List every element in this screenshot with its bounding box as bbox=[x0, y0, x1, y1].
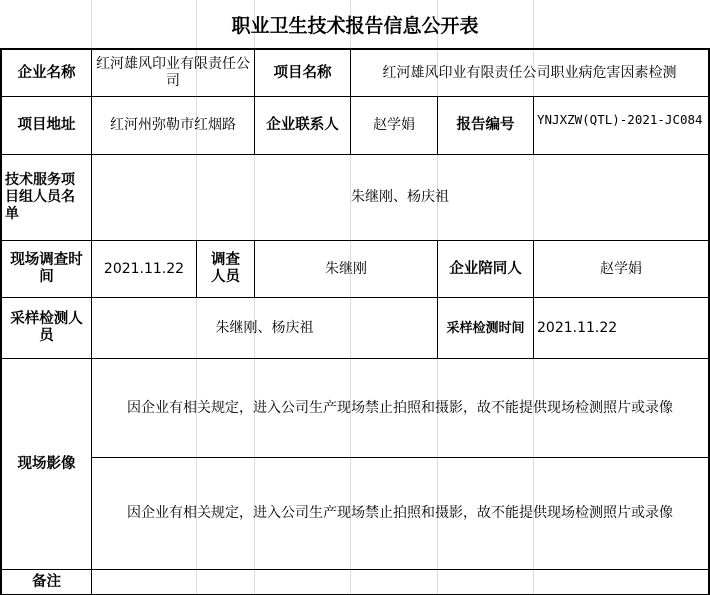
page-title: 职业卫生技术报告信息公开表 bbox=[231, 14, 479, 37]
value-investigator[interactable]: 朱继刚 bbox=[254, 240, 438, 298]
value-sampling-personnel[interactable]: 朱继刚、杨庆祖 bbox=[91, 297, 438, 359]
label-project-address: 项目地址 bbox=[0, 96, 92, 155]
label-project-name: 项目名称 bbox=[254, 48, 351, 97]
label-remarks: 备注 bbox=[0, 569, 92, 595]
label-company-name: 企业名称 bbox=[0, 48, 92, 97]
value-remarks[interactable] bbox=[91, 569, 710, 595]
value-report-number[interactable]: YNJXZW(QTL)-2021-JC084 bbox=[533, 96, 710, 155]
value-project-address[interactable]: 红河州弥勒市红烟路 bbox=[91, 96, 255, 155]
label-onsite-images: 现场影像 bbox=[0, 358, 92, 570]
value-sampling-time[interactable]: 2021.11.22 bbox=[533, 297, 710, 359]
label-tech-service-members: 技术服务项目组人员名单 bbox=[0, 154, 92, 241]
label-sampling-time: 采样检测时间 bbox=[437, 297, 534, 359]
label-onsite-survey-time: 现场调查时间 bbox=[0, 240, 92, 298]
value-project-name[interactable]: 红河雄风印业有限责任公司职业病危害因素检测 bbox=[350, 48, 710, 97]
value-onsite-survey-time[interactable]: 2021.11.22 bbox=[91, 240, 197, 298]
value-image-note-1[interactable]: 因企业有相关规定，进入公司生产现场禁止拍照和摄影，故不能提供现场检测照片或录像 bbox=[91, 358, 710, 458]
label-investigator: 调查人员 bbox=[196, 240, 255, 298]
value-company-name[interactable]: 红河雄风印业有限责任公司 bbox=[91, 48, 255, 97]
value-company-contact[interactable]: 赵学娟 bbox=[350, 96, 438, 155]
value-tech-service-members[interactable]: 朱继刚、杨庆祖 bbox=[91, 154, 710, 241]
value-image-note-2[interactable]: 因企业有相关规定，进入公司生产现场禁止拍照和摄影，故不能提供现场检测照片或录像 bbox=[91, 457, 710, 570]
label-company-escort: 企业陪同人 bbox=[437, 240, 534, 298]
label-company-contact: 企业联系人 bbox=[254, 96, 351, 155]
label-sampling-personnel: 采样检测人员 bbox=[0, 297, 92, 359]
value-company-escort[interactable]: 赵学娟 bbox=[533, 240, 710, 298]
label-report-number: 报告编号 bbox=[437, 96, 534, 155]
